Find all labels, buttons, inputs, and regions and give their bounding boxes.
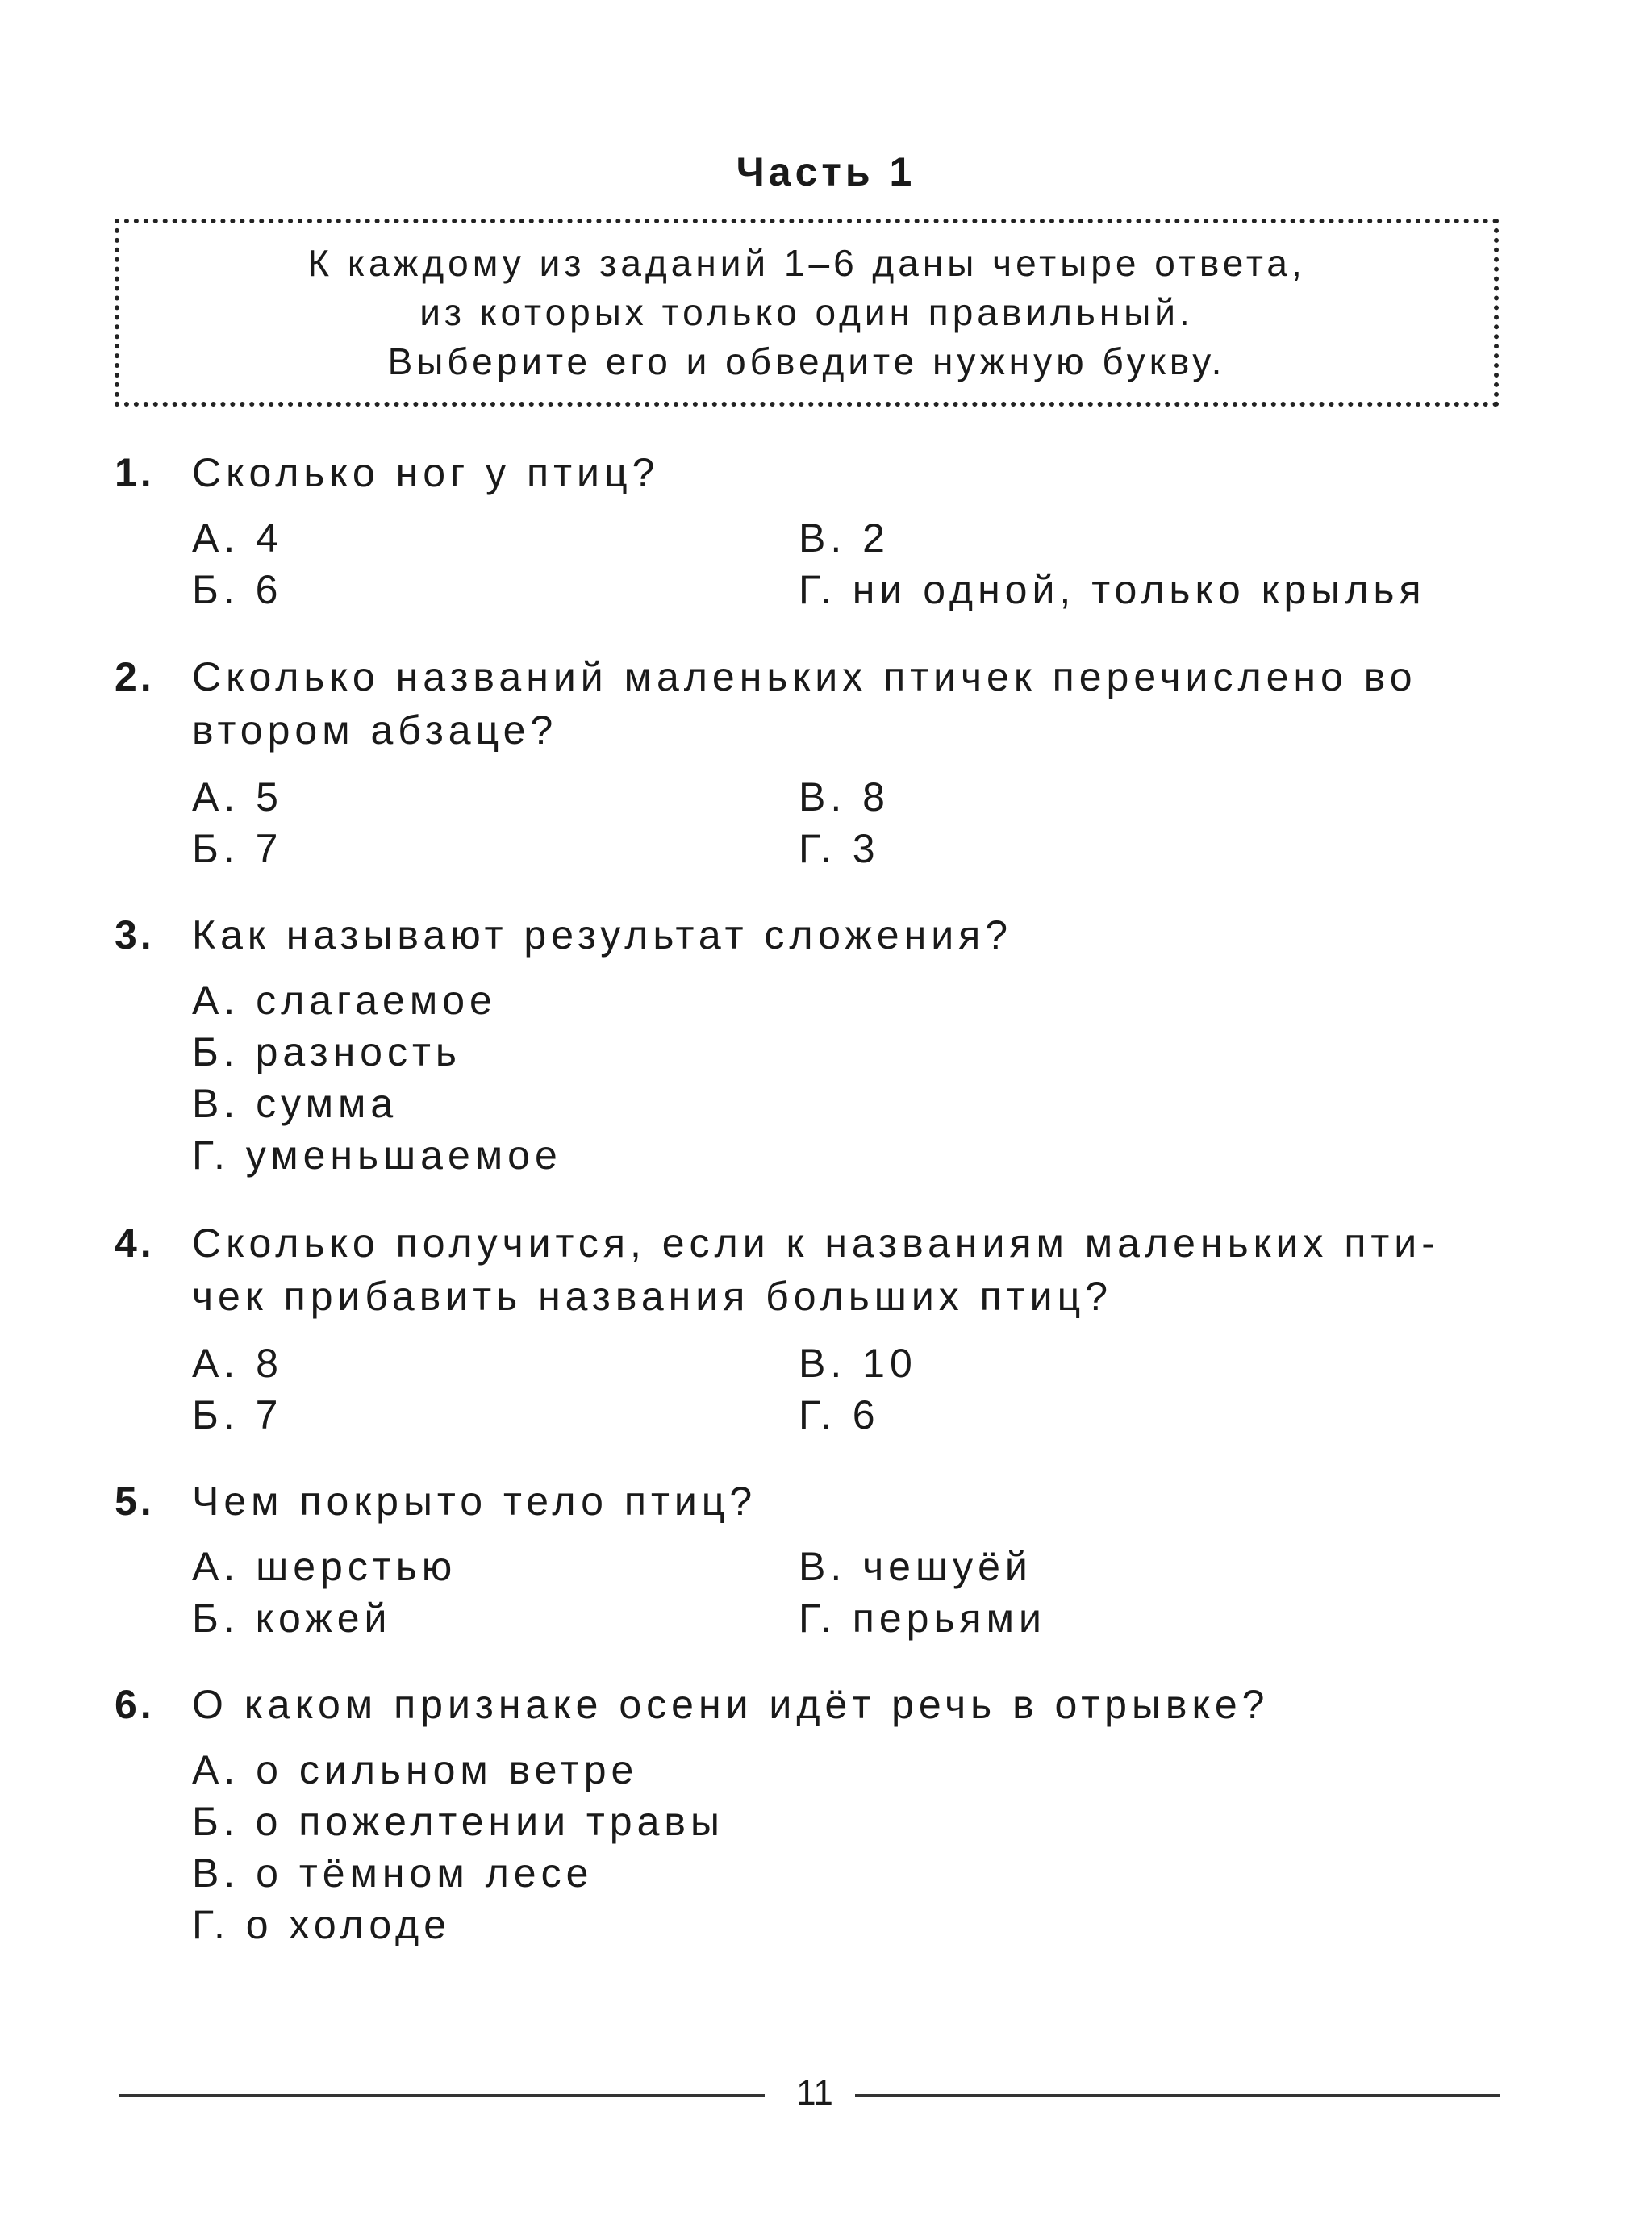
answer-option-v[interactable]: В. сумма	[192, 1081, 398, 1126]
question-number: 3.	[115, 912, 155, 958]
answer-options	[192, 974, 1499, 1184]
question-number: 6.	[115, 1682, 155, 1727]
instructions-line: К каждому из заданий 1–6 даны четыре ответа,	[307, 242, 1306, 284]
question-5	[115, 1475, 1499, 1641]
question-header	[115, 446, 1499, 499]
instructions-line: Выберите его и обведите нужную букву.	[387, 340, 1226, 382]
question-text: Как называют результат сложения?	[192, 912, 1013, 958]
footer-divider	[855, 2094, 1500, 2097]
question-header	[115, 1678, 1499, 1731]
answer-options	[192, 771, 1499, 876]
question-text	[192, 650, 1499, 757]
question-text-line: втором абзаце?	[192, 707, 558, 753]
question-header	[115, 908, 1499, 962]
answer-option-a[interactable]: А. шерстью	[192, 1544, 457, 1589]
question-text: О каком признаке осени идёт речь в отрывке?	[192, 1682, 1270, 1727]
answer-option-b[interactable]: Б. о пожелтении травы	[192, 1799, 724, 1844]
answer-option-g[interactable]: Г. ни одной, только крылья	[799, 567, 1426, 612]
instructions-line: из которых только один правильный.	[419, 291, 1194, 333]
question-1	[115, 446, 1499, 612]
answer-options	[192, 512, 1499, 617]
answer-options	[192, 1744, 1499, 1954]
answer-option-g[interactable]: Г. 6	[799, 1392, 880, 1437]
question-text-line: Сколько названий маленьких птичек перечислено во	[192, 654, 1417, 699]
answer-option-g[interactable]: Г. перьями	[799, 1596, 1046, 1641]
page-number: 11	[796, 2073, 833, 2113]
question-text	[192, 1216, 1499, 1323]
question-header	[115, 1475, 1499, 1528]
question-number: 5.	[115, 1479, 155, 1524]
question-6	[115, 1678, 1499, 1947]
answer-option-a[interactable]: А. 5	[192, 774, 283, 820]
answer-option-g[interactable]: Г. о холоде	[192, 1902, 452, 1947]
answer-option-a[interactable]: А. 8	[192, 1341, 283, 1386]
answer-option-a[interactable]: А. 4	[192, 515, 283, 561]
answer-option-b[interactable]: Б. кожей	[192, 1596, 392, 1641]
question-text-line: чек прибавить названия больших птиц?	[192, 1274, 1113, 1319]
question-2	[115, 650, 1499, 871]
answer-option-g[interactable]: Г. уменьшаемое	[192, 1133, 562, 1178]
instructions-box	[115, 219, 1499, 407]
question-4	[115, 1216, 1499, 1437]
answer-option-v[interactable]: В. 8	[799, 774, 890, 820]
part-title: Часть 1	[736, 149, 916, 194]
question-text-line: Сколько получится, если к названиям маленьких пти-	[192, 1220, 1440, 1266]
footer-divider	[119, 2094, 765, 2097]
answer-options	[192, 1541, 1499, 1646]
question-header	[115, 650, 1499, 757]
answer-option-b[interactable]: Б. 7	[192, 1392, 283, 1437]
question-header	[115, 1216, 1499, 1323]
answer-options	[192, 1337, 1499, 1442]
answer-option-a[interactable]: А. о сильном ветре	[192, 1747, 639, 1792]
answer-option-v[interactable]: В. чешуёй	[799, 1544, 1032, 1589]
question-3	[115, 908, 1499, 1178]
answer-option-b[interactable]: Б. 6	[192, 567, 283, 612]
question-number: 2.	[115, 654, 155, 699]
answer-option-v[interactable]: В. 10	[799, 1341, 917, 1386]
answer-option-g[interactable]: Г. 3	[799, 826, 880, 871]
question-text: Сколько ног у птиц?	[192, 450, 660, 495]
question-text: Чем покрыто тело птиц?	[192, 1479, 757, 1524]
answer-option-b[interactable]: Б. 7	[192, 826, 283, 871]
question-number: 1.	[115, 450, 155, 495]
question-number: 4.	[115, 1220, 155, 1266]
answer-option-v[interactable]: В. 2	[799, 515, 890, 561]
answer-option-b[interactable]: Б. разность	[192, 1029, 461, 1074]
answer-option-v[interactable]: В. о тёмном лесе	[192, 1850, 594, 1896]
answer-option-a[interactable]: А. слагаемое	[192, 978, 497, 1023]
